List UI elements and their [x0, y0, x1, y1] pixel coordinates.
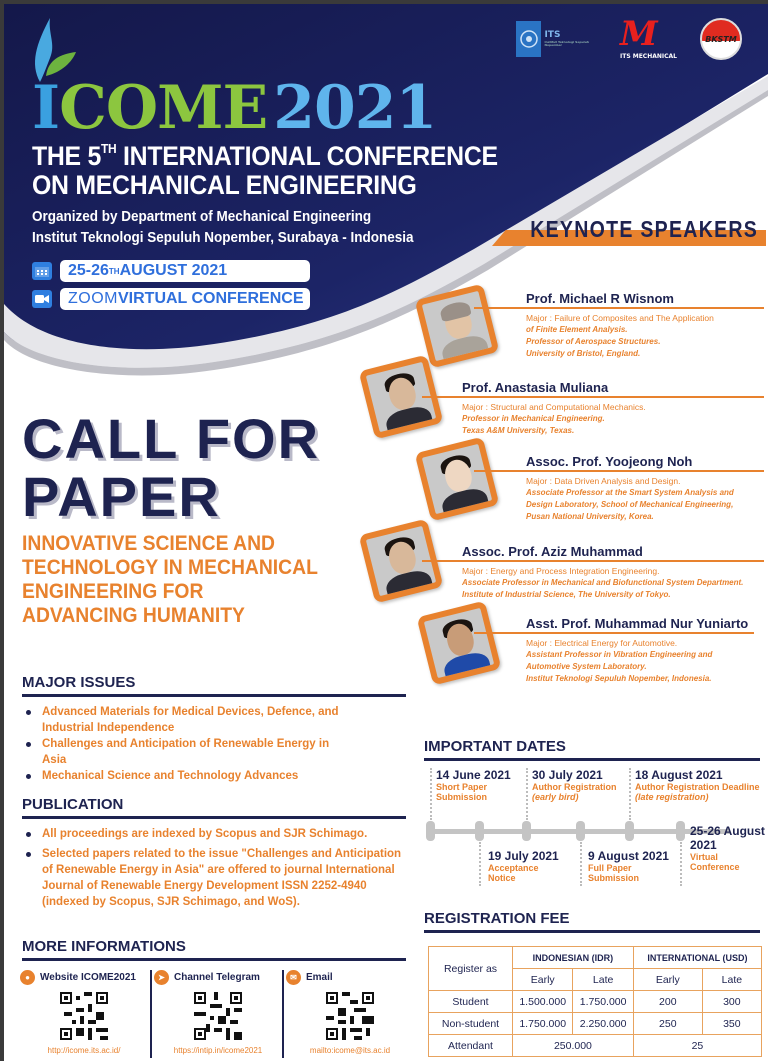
email-icon: ✉	[286, 970, 301, 985]
mechanical-engineering-logo: M ITS MECHANICAL	[620, 14, 677, 60]
date-conference: 25-26 August 2021 Virtual Conference	[690, 824, 765, 872]
table-row: Attendant 250.000 25	[429, 1035, 762, 1057]
venue-pill-row	[32, 288, 310, 310]
timeline-tick	[676, 821, 685, 841]
its-logo: ITS Institut Teknologi Sepuluh Nopember	[516, 21, 598, 57]
video-camera-icon	[32, 290, 52, 308]
speaker-4: Assoc. Prof. Aziz Muhammad Major : Energy and Process Integration Engineering. Associate Professor in Mechanical and Biofunctional System Department. Institute of Industrial Science, The University of Tokyo.	[422, 544, 764, 601]
email-info: ✉ Email mailto:icome@its.ac.id	[286, 970, 414, 1060]
conference-title-line2: ON MECHANICAL ENGINEERING	[32, 170, 417, 200]
conference-title-line1: THE 5TH INTERNATIONAL CONFERENCE	[32, 141, 498, 171]
globe-icon: ●	[20, 970, 35, 985]
date-pill-row	[32, 260, 310, 282]
header-usd: INTERNATIONAL (USD)	[633, 947, 761, 969]
list-item: Mechanical Science and Technology Advances	[22, 768, 352, 784]
poster	[4, 4, 768, 1061]
timeline-tick	[625, 821, 634, 841]
timeline-tick	[426, 821, 435, 841]
table-row: Student 1.500.000 1.750.000 200 300	[429, 991, 762, 1013]
organizer-line1: Organized by Department of Mechanical Engineering	[32, 208, 372, 225]
call-for-paper-title: CALL FOR PAPER	[22, 407, 321, 528]
list-item: Advanced Materials for Medical Devices, Defence, and Industrial Independence	[22, 704, 352, 736]
date-registration-deadline: 18 August 2021 Author Registration Deadline (late registration)	[635, 768, 760, 802]
date-full-paper: 9 August 2021 Full Paper Submission	[588, 849, 669, 883]
publication-title: PUBLICATION	[22, 796, 124, 813]
date-short-paper: 14 June 2021 Short Paper Submission	[436, 768, 511, 802]
list-item: Challenges and Anticipation of Renewable Energy in Asia	[22, 736, 352, 768]
list-item: Selected papers related to the issue "Challenges and Anticipation of Renewable Energy in Asia" are offered to journal International Journal of Renewable Energy Development ISSN 2252-4940 (indexed by Scopus, SJR Schimago, and WoS).	[22, 846, 412, 910]
website-link[interactable]: http://icome.its.ac.id/	[47, 1046, 121, 1055]
speaker-3: Assoc. Prof. Yoojeong Noh Major : Data Driven Analysis and Design. Associate Professor at the Smart System Analysis and Design Laboratory, School of Mechanical Engineering, Pusan National University, Korea.	[474, 454, 764, 523]
telegram-icon: ➤	[154, 970, 169, 985]
divider	[424, 758, 760, 761]
divider	[424, 930, 760, 933]
website-qr-code[interactable]	[60, 992, 108, 1040]
registration-fee-table: Register as INDONESIAN (IDR) INTERNATIONAL (USD) Early Late Early Late Student 1.500.000 1.750.000 200 300 Non-student 1.750.000 2.250.000 250 350 Attendant 250.000 25	[428, 946, 762, 1057]
website-info: ● Website ICOME2021 http://icome.its.ac.id/	[20, 970, 148, 1060]
more-info-title: MORE INFORMATIONS	[22, 938, 186, 955]
partner-logos	[516, 14, 742, 60]
date-early-registration: 30 July 2021 Author Registration (early bird)	[532, 768, 617, 802]
email-qr-code[interactable]	[326, 992, 374, 1040]
major-issues-title: MAJOR ISSUES	[22, 674, 136, 691]
important-dates-title: IMPORTANT DATES	[424, 738, 566, 755]
telegram-qr-code[interactable]	[194, 992, 242, 1040]
registration-fee-title: REGISTRATION FEE	[424, 910, 570, 927]
event-date-pill: 25-26 TH AUGUST 2021	[60, 260, 310, 282]
header-idr: INDONESIAN (IDR)	[513, 947, 634, 969]
list-item: All proceedings are indexed by Scopus and SJR Schimago.	[22, 826, 412, 842]
publication-list	[22, 826, 412, 914]
divider	[22, 694, 406, 697]
divider	[282, 970, 284, 1058]
divider	[22, 816, 406, 819]
telegram-info: ➤ Channel Telegram https://intip.in/icome2021	[154, 970, 282, 1060]
calendar-icon	[32, 262, 52, 280]
date-acceptance-notice: 19 July 2021 Acceptance Notice	[488, 849, 559, 883]
venue-pill: ZOOM VIRTUAL CONFERENCE	[60, 288, 310, 310]
organizer-line2: Institut Teknologi Sepuluh Nopember, Surabaya - Indonesia	[32, 229, 414, 246]
divider	[150, 970, 152, 1058]
header-register-as: Register as	[429, 947, 513, 991]
timeline-tick	[475, 821, 484, 841]
table-row: Non-student 1.750.000 2.250.000 250 350	[429, 1013, 762, 1035]
email-link[interactable]: mailto:icome@its.ac.id	[309, 1046, 391, 1055]
speaker-5: Asst. Prof. Muhammad Nur Yuniarto Major : Electrical Energy for Automotive. Assistant Professor in Vibration Engineering and Automotive System Laboratory. Institut Teknologi Sepuluh Nopember, Indonesia.	[474, 616, 754, 685]
keynote-speakers-banner: KEYNOTE SPEAKERS	[492, 216, 766, 242]
speaker-2: Prof. Anastasia Muliana Major : Structural and Computational Mechanics. Professor in Mechanical Engineering. Texas A&M University, Texas.	[422, 380, 764, 437]
divider	[22, 958, 406, 961]
telegram-link[interactable]: https://intip.in/icome2021	[173, 1046, 263, 1055]
icome-2021-title: ICOME 2021	[32, 73, 437, 143]
timeline-tick	[522, 821, 531, 841]
conference-theme: INNOVATIVE SCIENCE AND TECHNOLOGY IN MECHANICAL ENGINEERING FOR ADVANCING HUMANITY	[22, 532, 318, 627]
timeline-tick	[576, 821, 585, 841]
bkstm-logo: BKSTM	[700, 18, 742, 60]
speaker-1: Prof. Michael R Wisnom Major : Failure of Composites and The Application of Finite Element Analysis. Professor of Aerospace Structures. University of Bristol, England.	[474, 291, 764, 360]
major-issues-list	[22, 704, 352, 784]
